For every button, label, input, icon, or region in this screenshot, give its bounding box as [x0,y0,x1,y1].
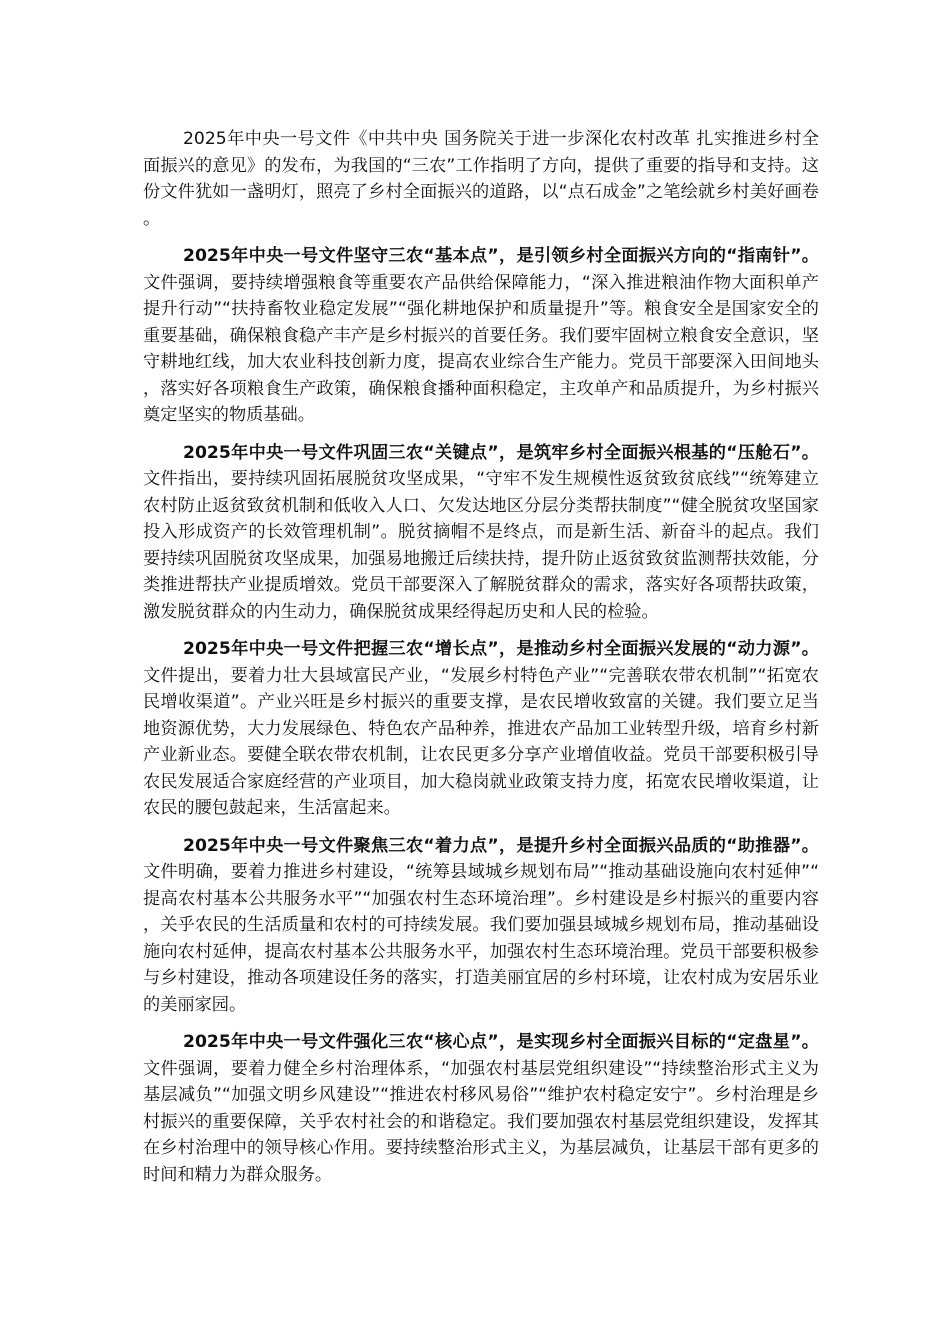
paragraph-body: 文件指出，要持续巩固拓展脱贫攻坚成果，“守牢不发生规模性返贫致贫底线”“统筹建立农村防止返贫致贫机制和低收入人口、欠发达地区分层分类帮扶制度”“健全脱贫攻坚国家投入形成资产的长效管理机制”。脱贫摘帽不是终点，而是新生活、新奋斗的起点。我们要持续巩固脱贫攻坚成果，加强易地搬迁后续扶持，提升防止返贫致贫监测帮扶效能，分类推进帮扶产业提质增效。党员干部要深入了解脱贫群众的需求，落实好各项帮扶政策，激发脱贫群众的内生动力，确保脱贫成果经得起历史和人民的检验。 [143,469,819,622]
paragraph-lead: 2025年中央一号文件坚守三农“基本点”，是引领乡村全面振兴方向的“指南针”。 [183,246,819,266]
paragraph-lead: 2025年中央一号文件强化三农“核心点”，是实现乡村全面振兴目标的“定盘星”。 [183,1032,819,1052]
paragraph-body: 文件强调，要持续增强粮食等重要农产品供给保障能力，“深入推进粮油作物大面积单产提升行动”“扶持畜牧业稳定发展”“强化耕地保护和质量提升”等。粮食安全是国家安全的重要基础，确保粮食稳产丰产是乡村振兴的首要任务。我们要牢固树立粮食安全意识，坚守耕地红线，加大农业科技创新力度，提高农业综合生产能力。党员干部要深入田间地头，落实好各项粮食生产政策，确保粮食播种面积稳定，主攻单产和品质提升，为乡村振兴奠定坚实的物质基础。 [143,272,819,425]
paragraph-lead: 2025年中央一号文件聚焦三农“着力点”，是提升乡村全面振兴品质的“助推器”。 [183,835,819,856]
paragraph-body: 文件强调，要着力健全乡村治理体系，“加强农村基层党组织建设”“持续整治形式主义为基层减负”“加强文明乡风建设”“推进农村移风易俗”“维护农村稳定安宁”。乡村治理是乡村振兴的重要保障，关乎农村社会的和谐稳定。我们要加强农村基层党组织建设，发挥其在乡村治理中的领导核心作用。要持续整治形式主义，为基层减负，让基层干部有更多的时间和精力为群众服务。 [143,1058,819,1185]
paragraph-lead: 2025年中央一号文件把握三农“增长点”，是推动乡村全面振兴发展的“动力源”。 [183,639,819,659]
paragraph-intro [143,126,819,232]
paragraph-focus-point [143,833,819,1019]
paragraph-key-point [143,440,819,626]
document-page [143,126,819,1199]
paragraph-body: 2025年中央一号文件《中共中央 国务院关于进一步深化农村改革 扎实推进乡村全面振兴的意见》的发布，为我国的“三农”工作指明了方向，提供了重要的指导和支持。这份文件犹如一盏明灯，照亮了乡村全面振兴的道路，以“点石成金”之笔绘就乡村美好画卷。 [143,129,819,229]
paragraph-growth-point [143,636,819,822]
paragraph-body: 文件明确，要着力推进乡村建设，“统筹县域城乡规划布局”“推动基础设施向农村延伸”“提高农村基本公共服务水平”“加强农村生态环境治理”。乡村建设是乡村振兴的重要内容，关乎农民的生活质量和农村的可持续发展。我们要加强县域城乡规划布局，推动基础设施向农村延伸，提高农村基本公共服务水平，加强农村生态环境治理。党员干部要积极参与乡村建设，推动各项建设任务的落实，打造美丽宜居的乡村环境，让农村成为安居乐业的美丽家园。 [143,862,819,1015]
paragraph-body: 文件提出，要着力壮大县域富民产业，“发展乡村特色产业”“完善联农带农机制”“拓宽农民增收渠道”。产业兴旺是乡村振兴的重要支撑，是农民增收致富的关键。我们要立足当地资源优势，大力发展绿色、特色农产品种养，推进农产品加工业转型升级，培育乡村新产业新业态。要健全联农带农机制，让农民更多分享产业增值收益。党员干部要积极引导农民发展适合家庭经营的产业项目，加大稳岗就业政策支持力度，拓宽农民增收渠道，让农民的腰包鼓起来，生活富起来。 [143,665,819,818]
paragraph-basic-point [143,243,819,429]
paragraph-lead: 2025年中央一号文件巩固三农“关键点”，是筑牢乡村全面振兴根基的“压舱石”。 [183,442,819,463]
paragraph-core-point [143,1029,819,1188]
